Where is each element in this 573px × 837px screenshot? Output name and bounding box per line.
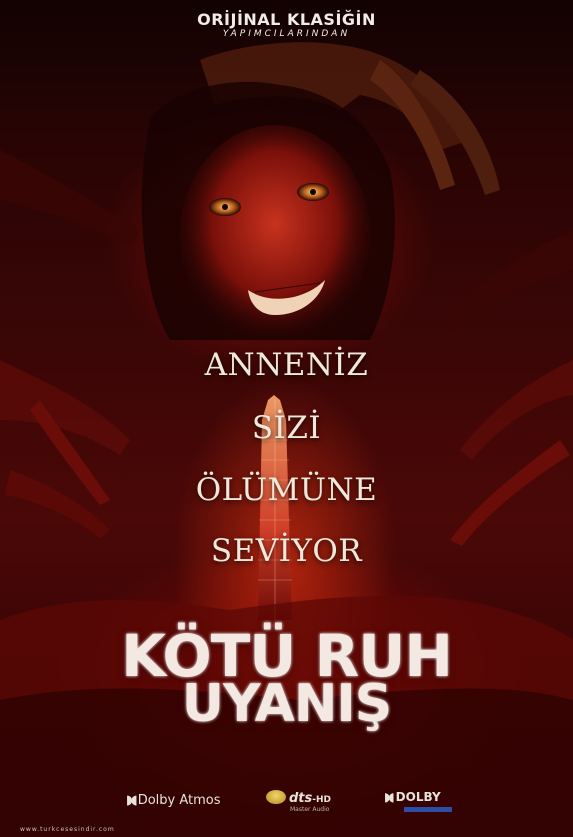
dolby-atmos-label: Dolby Atmos <box>137 793 221 808</box>
dolby-label: DOLBY <box>395 790 441 804</box>
dolby-atmos-logo <box>126 793 221 808</box>
tagline-line1: ANNENİZ <box>204 347 369 383</box>
dolby-double-d-icon: ◗◖ <box>126 793 136 808</box>
right-hand-upper <box>440 230 573 332</box>
tagline-line4: SEVİYOR <box>210 533 363 569</box>
tagline-line2: SİZİ <box>251 410 322 446</box>
left-hand-upper <box>0 150 140 245</box>
dolby-logo <box>384 790 441 804</box>
dts-disc-icon <box>266 790 286 804</box>
dts-sub-label: Master Audio <box>290 806 330 813</box>
studio-credit-line2: YAPIMCILARINDAN <box>222 29 351 39</box>
dts-hd-label: -HD <box>312 795 332 805</box>
dolby-blue-bar <box>404 807 452 812</box>
dts-hd-logo <box>266 790 332 813</box>
studio-credit-line1: ORİJİNAL KLASİĞİN <box>197 10 376 29</box>
movie-title-line1: KÖTÜ RUH <box>121 622 452 690</box>
studio-credit <box>0 10 573 39</box>
dolby-double-d-icon-2: ◗◖ <box>384 790 393 804</box>
dts-label: dts <box>289 791 313 806</box>
movie-title-line2: UYANIŞ <box>181 674 392 734</box>
website-watermark: www.turkcesesindir.com <box>20 826 115 833</box>
tagline-line3: ÖLÜMÜNE <box>195 472 378 508</box>
audio-format-logos <box>0 790 573 820</box>
